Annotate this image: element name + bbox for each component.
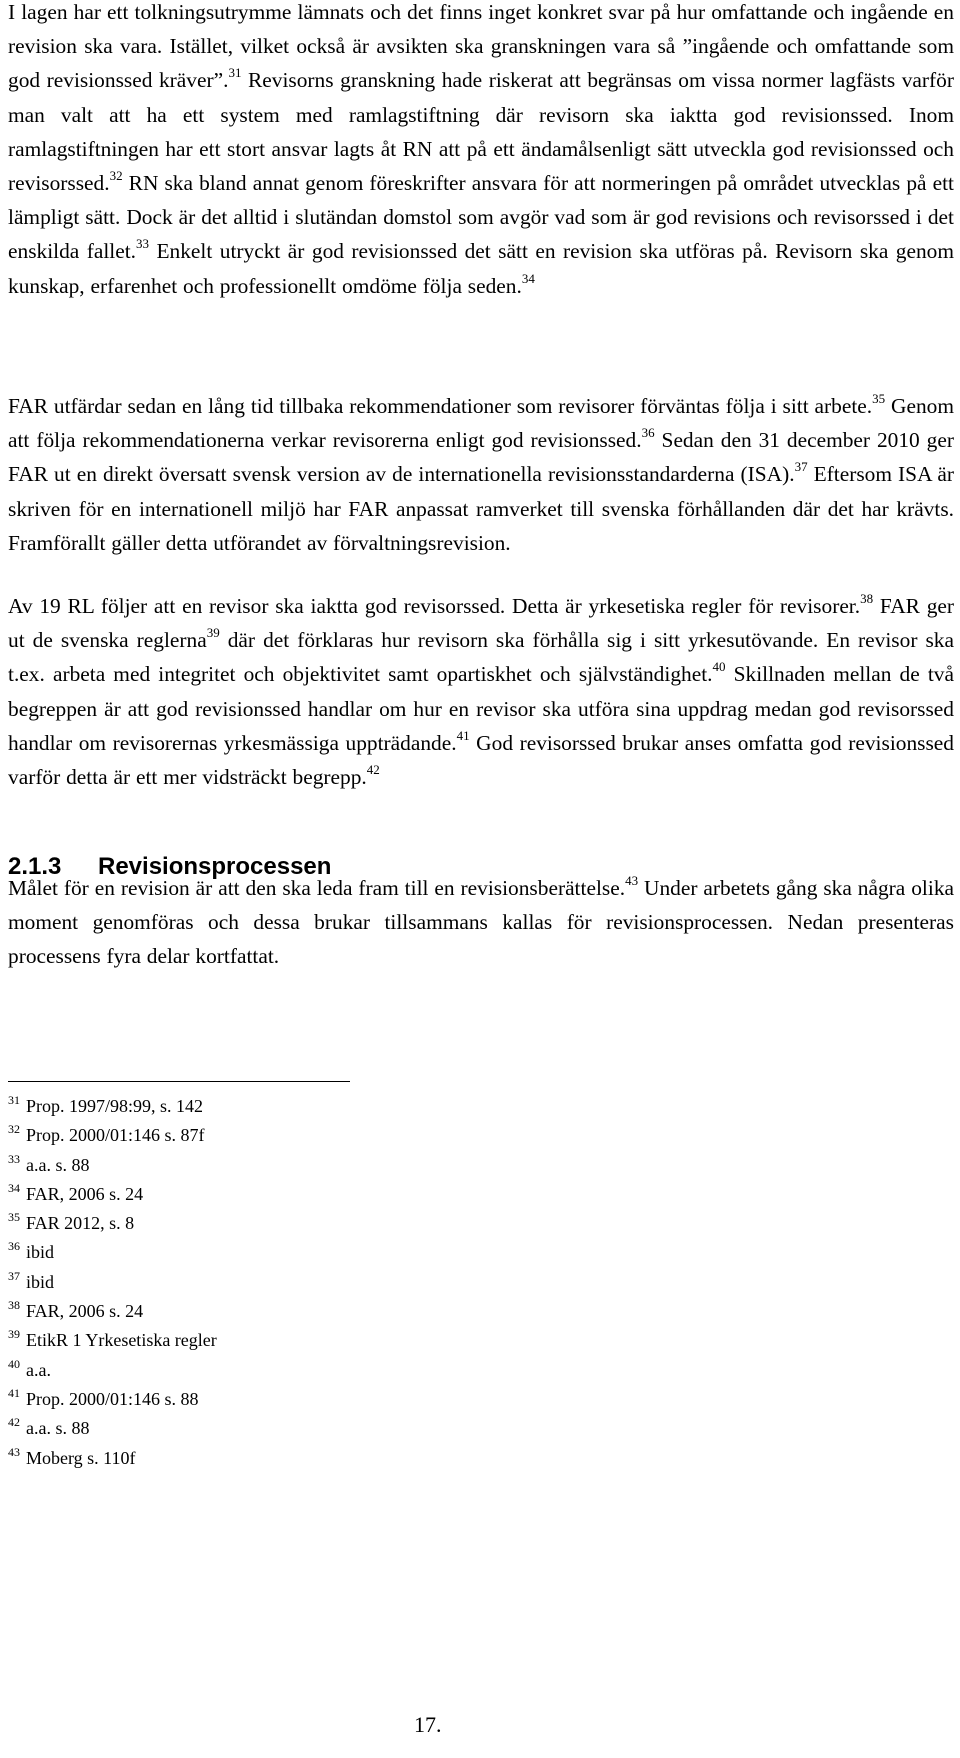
paragraph-text: I lagen har ett tolkningsutrymme lämnats och det finns inget konkret svar på hur omfattande och ingående en revision ska vara. Istället, vilket också är avsikten ska granskningen vara så ”ingående och omfattande som god revisionssed kräver”.	[8, 0, 954, 93]
footnote-item	[8, 1121, 217, 1150]
paragraph-text: Genom att följa rekommendationerna verkar revisorerna enligt god revisionssed.	[8, 394, 954, 453]
footnote-item	[8, 1414, 217, 1443]
footnote-separator	[8, 1081, 350, 1082]
footnote-text: ibid	[26, 1271, 55, 1292]
paragraph-text: Av 19 RL följer att en revisor ska iaktta god revisorssed. Detta är yrkesetiska regler för revisorer.	[8, 594, 861, 618]
footnote-ref: 34	[521, 270, 535, 286]
paragraph-1	[8, 0, 954, 303]
footnote-ref: 39	[206, 625, 220, 641]
paragraph-text: där det förklaras hur revisorn ska förhålla sig i sitt yrkesutövande. En revisor ska t.ex. arbeta med integritet och objektivitet samt opartiskhet och självständighet.	[8, 628, 954, 687]
footnote-number: 38	[8, 1298, 20, 1313]
footnote-text: Prop. 1997/98:99, s. 142	[26, 1096, 204, 1116]
footnote-ref: 33	[136, 236, 150, 252]
footnote-text: EtikR 1 Yrkesetiska regler	[26, 1330, 217, 1351]
footnote-ref: 36	[641, 425, 655, 441]
footnote-item	[8, 1238, 217, 1267]
footnote-ref: 32	[109, 167, 123, 183]
footnote-ref: 31	[228, 65, 242, 81]
footnote-ref: 35	[872, 390, 886, 406]
footnote-item	[8, 1356, 217, 1385]
paragraph-text: Skillnaden mellan de två begreppen är att god revisionssed handlar om hur en revisor ska utföra sina uppdrag medan god revisorssed handlar om revisorernas yrkesmässiga uppträdande.	[8, 662, 954, 755]
page-number: 17.	[414, 1712, 442, 1737]
footnote-number: 40	[8, 1356, 20, 1371]
footnote-number: 39	[8, 1327, 20, 1342]
footnote-number: 36	[8, 1239, 20, 1254]
footnote-number: 41	[8, 1385, 20, 1400]
footnote-number: 32	[8, 1122, 20, 1137]
footnote-ref: 38	[860, 590, 874, 606]
paragraph-text: Enkelt utryckt är god revisionssed det sätt en revision ska utföras på. Revisorn ska genom kunskap, erfarenhet och professionellt omdöme följa seden.	[8, 239, 954, 298]
paragraph-text: FAR utfärdar sedan en lång tid tillbaka rekommendationer som revisorer förväntas följa i sitt arbete.	[8, 394, 873, 418]
footnote-text: Moberg s. 110f	[26, 1447, 136, 1468]
footnote-number: 31	[8, 1093, 20, 1107]
footnote-item	[8, 1151, 217, 1180]
footnote-number: 33	[8, 1151, 20, 1166]
footnote-ref: 37	[794, 459, 808, 475]
footnote-text: Prop. 2000/01:146 s. 87f	[26, 1125, 205, 1146]
paragraph-text: Målet för en revision är att den ska leda fram till en revisionsberättelse.	[8, 876, 626, 900]
footnote-text: a.a. s. 88	[26, 1418, 90, 1439]
footnote-number: 42	[8, 1415, 20, 1430]
footnote-text: a.a. s. 88	[26, 1154, 90, 1175]
paragraph-text: Revisorns granskning hade riskerat att begränsas om vissa normer lagfästs varför man valt att ha ett system med ramlagstiftning där revisorn ska iaktta god revisionssed. Inom ramlagstiftningen har ett stort ansvar lagts åt RN att på ett ändamålsenligt sätt utveckla god revisionssed och revisorssed.	[8, 68, 954, 196]
footnote-item	[8, 1268, 217, 1297]
footnote-item	[8, 1326, 217, 1355]
paragraph-text: Sedan den 31 december 2010 ger FAR ut en direkt översatt svensk version av de internationella revisionsstandarderna (ISA).	[8, 428, 954, 487]
footnote-ref: 41	[456, 727, 470, 743]
paragraph-3	[8, 589, 954, 794]
footnote-item	[8, 1180, 217, 1209]
footnote-item	[8, 1209, 217, 1238]
footnote-ref: 43	[625, 872, 639, 888]
paragraph-text: FAR ger ut de svenska reglerna	[8, 594, 955, 653]
footnote-number: 34	[8, 1180, 20, 1195]
paragraph-4	[8, 871, 954, 974]
footnote-ref: 40	[712, 659, 726, 675]
section-title: Revisionsprocessen	[98, 853, 332, 880]
footnote-item	[8, 1297, 217, 1326]
footnote-number: 43	[8, 1444, 20, 1459]
footnote-text: a.a.	[26, 1359, 51, 1380]
footnote-ref: 42	[366, 761, 380, 777]
footnote-list	[8, 1092, 217, 1473]
footnote-number: 35	[8, 1210, 20, 1225]
paragraph-text: God revisorssed brukar anses omfatta god revisionssed varför detta är ett mer vidsträckt begrepp.	[8, 730, 954, 790]
paragraph-text: Under arbetets gång ska några olika moment genomföras och dessa brukar tillsammans kallas för revisionsprocessen. Nedan presenteras processens fyra delar kortfattat.	[8, 876, 955, 969]
footnote-text: FAR 2012, s. 8	[26, 1213, 135, 1234]
footnote-text: FAR, 2006 s. 24	[26, 1183, 144, 1204]
paragraph-2	[8, 389, 954, 560]
footnote-text: FAR, 2006 s. 24	[26, 1301, 144, 1322]
footnote-item	[8, 1092, 217, 1121]
section-number: 2.1.3	[8, 853, 62, 880]
paragraph-text: RN ska bland annat genom föreskrifter ansvara för att normeringen på området utvecklas på ett lämpligt sätt. Dock är det alltid i slutändan domstol som avgör vad som är god revisions och revisorssed i det enskilda fallet.	[8, 171, 954, 264]
paragraph-text: Eftersom ISA är skriven för en internationell miljö har FAR anpassat ramverket till svenska förhållanden där det har krävts. Framförallt gäller detta utförandet av förvaltningsrevision.	[8, 462, 954, 555]
footnote-text: Prop. 2000/01:146 s. 88	[26, 1388, 199, 1409]
footnote-item	[8, 1444, 217, 1473]
footnote-text: ibid	[26, 1242, 55, 1263]
footnote-number: 37	[8, 1268, 20, 1283]
footnote-item	[8, 1385, 217, 1414]
